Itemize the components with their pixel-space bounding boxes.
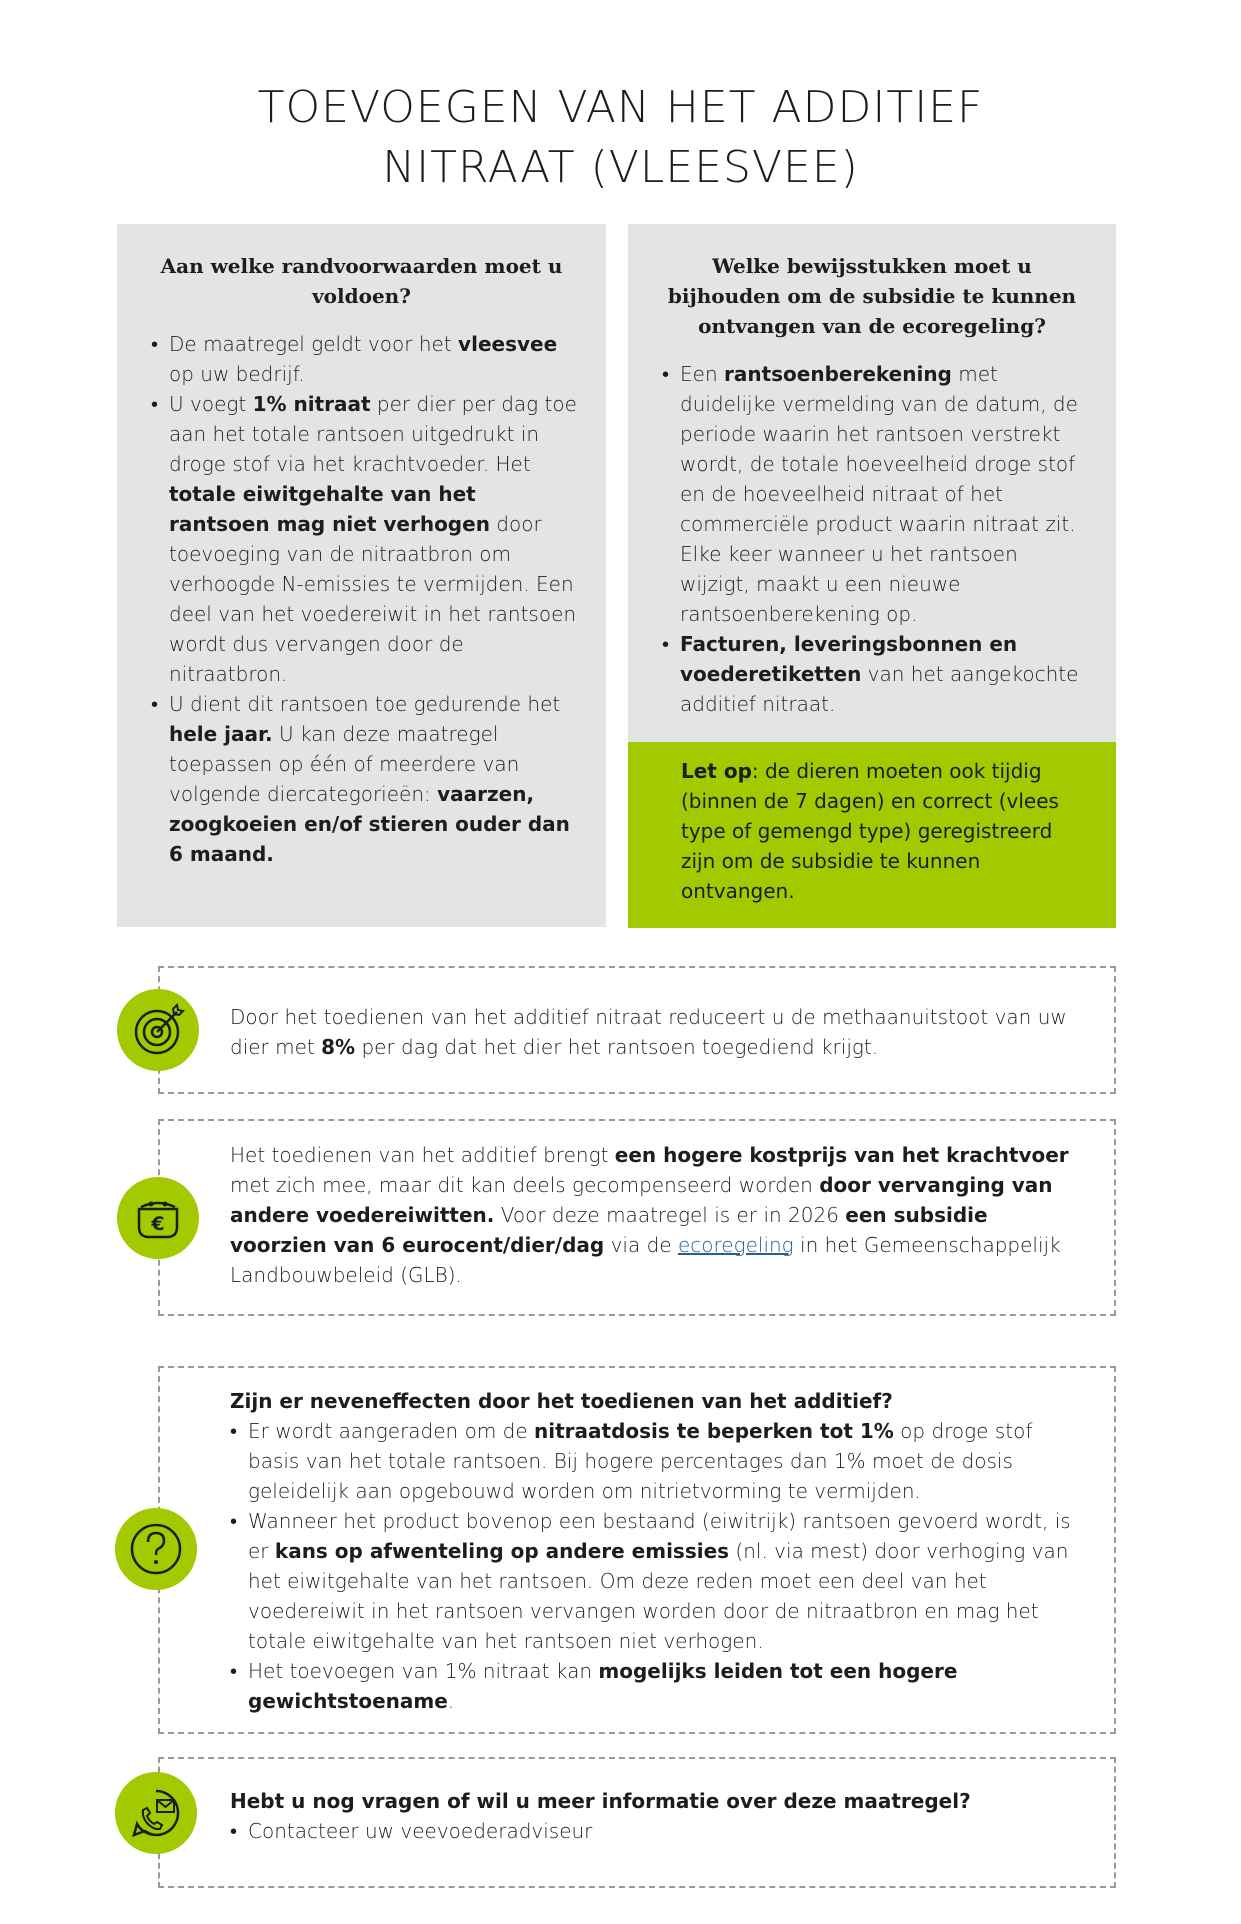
text: Het toedienen van het additief brengt (230, 1143, 615, 1167)
text: in het Gemeenschappelijk Landbouwbeleid (GLB). (230, 1233, 1061, 1287)
text: U dient dit rantsoen toe gedurende het (169, 692, 561, 716)
side-effects-box (158, 1366, 1116, 1734)
bold-text: rantsoenberekening (723, 362, 952, 386)
svg-text:€: € (151, 1213, 165, 1235)
text: door toevoeging van de nitraatbron om verhoogde N-emissies te vermijden. Een deel van het voedereiwit in het rantsoen wordt dus vervangen door de nitraatbron. (169, 512, 577, 686)
text: Het toevoegen van 1% nitraat kan (248, 1659, 599, 1683)
evidence-list (628, 341, 1116, 719)
text: Voor deze maatregel is er in 2026 (494, 1203, 846, 1227)
text: : de dieren moeten ook tijdig (binnen de 7 dagen) en correct (vlees type of gemengd type) geregistreerd zijn om de subsidie te kunnen ontvangen. (681, 759, 1059, 903)
list-item (169, 329, 578, 389)
text: met duidelijke vermelding van de datum, de periode waarin het rantsoen verstrekt wordt, de totale hoeveelheid droge stof en de hoeveelheid nitraat of het commerciële product waarin nitraat zit. Elke keer wanneer u het rantsoen wijzigt, maakt u een nieuwe rantsoenberekening op. (680, 362, 1078, 626)
question-icon (115, 1508, 197, 1590)
bold-text: vleesvee (458, 332, 558, 356)
methane-text (230, 1002, 1090, 1062)
text: U voegt (169, 392, 253, 416)
text: Er wordt aangeraden om de (248, 1419, 535, 1443)
bold-text: totale eiwitgehalte van het rantsoen mag niet verhogen (169, 482, 490, 536)
text: De maatregel geldt voor het (169, 332, 459, 356)
bold-text: vaarzen, zoogkoeien en/of stieren ouder dan 6 maand. (169, 782, 570, 866)
text: Wanneer het product bovenop een bestaand (eiwitrijk) rantsoen gevoerd wordt, is er (248, 1509, 1071, 1563)
bold-text: door vervanging van andere voedereiwitten. (230, 1173, 1053, 1227)
list-item (680, 359, 1088, 629)
text: Door het toedienen van het additief nitraat reduceert u de methaanuitstoot van uw dier met (230, 1005, 1067, 1059)
bold-text: 8% (321, 1035, 356, 1059)
bold-text: Facturen, leveringsbonnen en voederetiketten (680, 632, 1018, 686)
methane-box (158, 966, 1116, 1094)
list-item (169, 689, 578, 869)
text: (nl. via mest) door verhoging van het eiwitgehalte van het rantsoen. Om deze reden moet een deel van het voedereiwit in het rantsoen vervangen worden door de nitraatbron en mag het totale eiwitgehalte van het rantsoen niet verhogen. (248, 1539, 1069, 1653)
text: per dier per dag toe aan het totale rantsoen uitgedrukt in droge stof via het krachtvoeder. Het (169, 392, 577, 476)
note-text (628, 742, 1116, 906)
text: U kan deze maatregel toepassen op één of meerdere van volgende diercategorieën: (169, 722, 520, 806)
target-icon (117, 989, 199, 1071)
evidence-heading: Welke bewijsstukken moet u bijhouden om de subsidie te kunnen ontvangen van de ecoregeling? (667, 254, 1077, 338)
text: via de (604, 1233, 678, 1257)
conditions-panel (117, 224, 606, 927)
side-effects-heading: Zijn er neveneffecten door het toedienen van het additief? (230, 1389, 893, 1413)
title-line-1: TOEVOEGEN VAN HET ADDITIEF (257, 82, 984, 133)
conditions-list (117, 311, 606, 869)
side-effects-list (230, 1416, 1090, 1716)
note-panel (628, 742, 1116, 928)
text: met zich mee, maar dit kan deels gecompenseerd worden (230, 1173, 820, 1197)
evidence-panel (628, 224, 1116, 742)
title-line-2: NITRAAT (VLEESVEE) (382, 142, 859, 193)
text: . (447, 1689, 455, 1713)
list-item (169, 389, 578, 689)
contact-list (230, 1816, 1090, 1846)
text: van het aangekochte additief nitraat. (680, 662, 1079, 716)
bold-text: een subsidie voorzien van 6 eurocent/dier/dag (230, 1203, 988, 1257)
contact-box (158, 1757, 1116, 1888)
contact-content (230, 1786, 1090, 1846)
list-item: • Contacteer uw veevoederadviseur (248, 1816, 1090, 1846)
list-item (680, 629, 1088, 719)
text: op uw bedrijf. (169, 362, 305, 386)
bold-text: 1% nitraat (252, 392, 371, 416)
page-title (0, 78, 1241, 198)
list-item (248, 1506, 1090, 1656)
text: Een (680, 362, 724, 386)
text: op droge stof basis van het totale rantsoen. Bij hogere percentages dan 1% moet de dosis geleidelijk aan opgebouwd worden om nitrietvorming te vermijden. (248, 1419, 1033, 1503)
conditions-heading: Aan welke randvoorwaarden moet u voldoen? (160, 254, 563, 308)
bold-text: mogelijks leiden tot een hogere gewichtstoename (248, 1659, 958, 1713)
list-item (248, 1656, 1090, 1716)
bold-text: kans op afwenteling op andere emissies (274, 1539, 730, 1563)
bold-text: hele jaar. (169, 722, 273, 746)
ecoregeling-link[interactable]: ecoregeling (677, 1233, 794, 1257)
phone-mail-icon (115, 1772, 197, 1854)
text: per dag dat het dier het rantsoen toegediend krijgt. (355, 1035, 879, 1059)
cost-text (230, 1140, 1090, 1290)
contact-heading: Hebt u nog vragen of wil u meer informatie over deze maatregel? (230, 1789, 971, 1813)
note-label: Let op (681, 759, 752, 783)
bold-text: een hogere kostprijs van het krachtvoer (614, 1143, 1069, 1167)
euro-purse-icon (117, 1177, 199, 1259)
list-item (248, 1416, 1090, 1506)
bold-text: nitraatdosis te beperken tot 1% (534, 1419, 894, 1443)
cost-box (158, 1119, 1116, 1316)
side-effects-content (230, 1386, 1090, 1716)
